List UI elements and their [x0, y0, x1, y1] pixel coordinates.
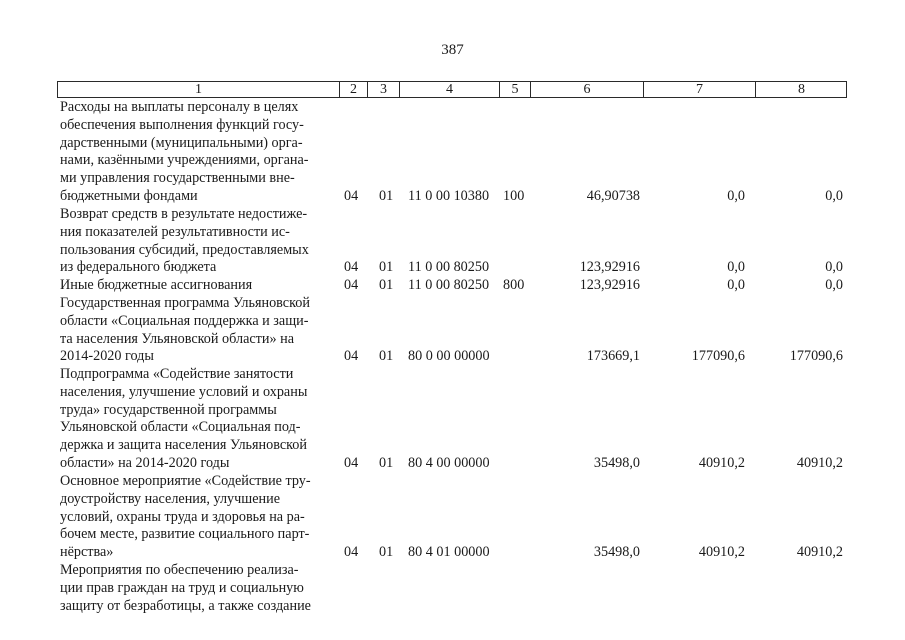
- header-col-5: 5: [499, 82, 530, 97]
- cell-c6: 123,92916: [579, 259, 640, 275]
- cell-c2: 04: [344, 544, 359, 560]
- header-col-1: 1: [195, 82, 202, 97]
- table-header: [57, 81, 847, 98]
- page-number: 387: [441, 42, 464, 58]
- cell-c3: 01: [379, 188, 394, 204]
- cell-c4: 11 0 00 80250: [408, 277, 490, 293]
- cell-c3: 01: [379, 544, 394, 560]
- cell-c5: 100: [503, 188, 525, 204]
- cell-c8: 0,0: [825, 259, 843, 275]
- cell-c6: 173669,1: [586, 348, 640, 364]
- cell-c7: 40910,2: [698, 544, 745, 560]
- cell-c3: 01: [379, 348, 394, 364]
- cell-c6: 35498,0: [593, 544, 640, 560]
- row-description: Государственная программа Ульяновской области «Социальная поддержка и защи- та населения Ульяновской области» на 2014-2020 годы: [60, 295, 310, 365]
- header-col-6: 6: [530, 82, 643, 97]
- row-description: Расходы на выплаты персоналу в целях обеспечения выполнения функций госу- дарственными (муниципальными) орга- нами, казёнными учреждениями, органа- ми управления государственными вне- бюджетными фондами: [60, 99, 309, 204]
- header-col-7: 7: [643, 82, 755, 97]
- table-row: [0, 295, 905, 366]
- cell-c8: 40910,2: [796, 544, 843, 560]
- header-col-3: 3: [367, 82, 399, 97]
- cell-c2: 04: [344, 188, 359, 204]
- cell-c7: 0,0: [727, 277, 745, 293]
- cell-c4: 80 4 00 00000: [408, 455, 490, 471]
- cell-c8: 0,0: [825, 277, 843, 293]
- row-description: Иные бюджетные ассигнования: [60, 277, 253, 293]
- cell-c7: 40910,2: [698, 455, 745, 471]
- cell-c4: 11 0 00 10380: [408, 188, 490, 204]
- cell-c8: 177090,6: [789, 348, 843, 364]
- table-row: [0, 277, 905, 295]
- table-row: [0, 206, 905, 277]
- cell-c8: 0,0: [825, 188, 843, 204]
- cell-c7: 0,0: [727, 188, 745, 204]
- header-col-8: 8: [755, 82, 847, 97]
- row-description: Мероприятия по обеспечению реализа- ции прав граждан на труд и социальную защиту от безработицы, а также создание: [60, 562, 311, 614]
- cell-c5: 800: [503, 277, 525, 293]
- row-description: Подпрограмма «Содействие занятости населения, улучшение условий и охраны труда» государственной программы Ульяновской области «Социальная под- держка и защита населения Ульяновской области» на 2014-2020 годы: [60, 366, 308, 471]
- row-description: Основное мероприятие «Содействие тру- доустройству населения, улучшение условий, охраны труда и здоровья на ра- бочем месте, развитие социального парт- нёрства»: [60, 473, 311, 561]
- header-col-4: 4: [399, 82, 499, 97]
- cell-c2: 04: [344, 455, 359, 471]
- cell-c8: 40910,2: [796, 455, 843, 471]
- cell-c6: 123,92916: [579, 277, 640, 293]
- cell-c3: 01: [379, 259, 394, 275]
- table-row: [0, 366, 905, 473]
- cell-c6: 35498,0: [593, 455, 640, 471]
- cell-c6: 46,90738: [586, 188, 640, 204]
- cell-c4: 80 0 00 00000: [408, 348, 490, 364]
- cell-c3: 01: [379, 455, 394, 471]
- cell-c7: 0,0: [727, 259, 745, 275]
- cell-c3: 01: [379, 277, 394, 293]
- cell-c4: 11 0 00 80250: [408, 259, 490, 275]
- header-col-2: 2: [339, 82, 367, 97]
- cell-c7: 177090,6: [691, 348, 745, 364]
- table-row: [0, 473, 905, 562]
- cell-c2: 04: [344, 259, 359, 275]
- table-row: [0, 562, 905, 622]
- row-description: Возврат средств в результате недостиже- ния показателей результативности ис- пользования субсидий, предоставляемых из федерального бюджета: [60, 206, 309, 276]
- table-row: [0, 99, 905, 206]
- cell-c2: 04: [344, 348, 359, 364]
- cell-c2: 04: [344, 277, 359, 293]
- cell-c4: 80 4 01 00000: [408, 544, 490, 560]
